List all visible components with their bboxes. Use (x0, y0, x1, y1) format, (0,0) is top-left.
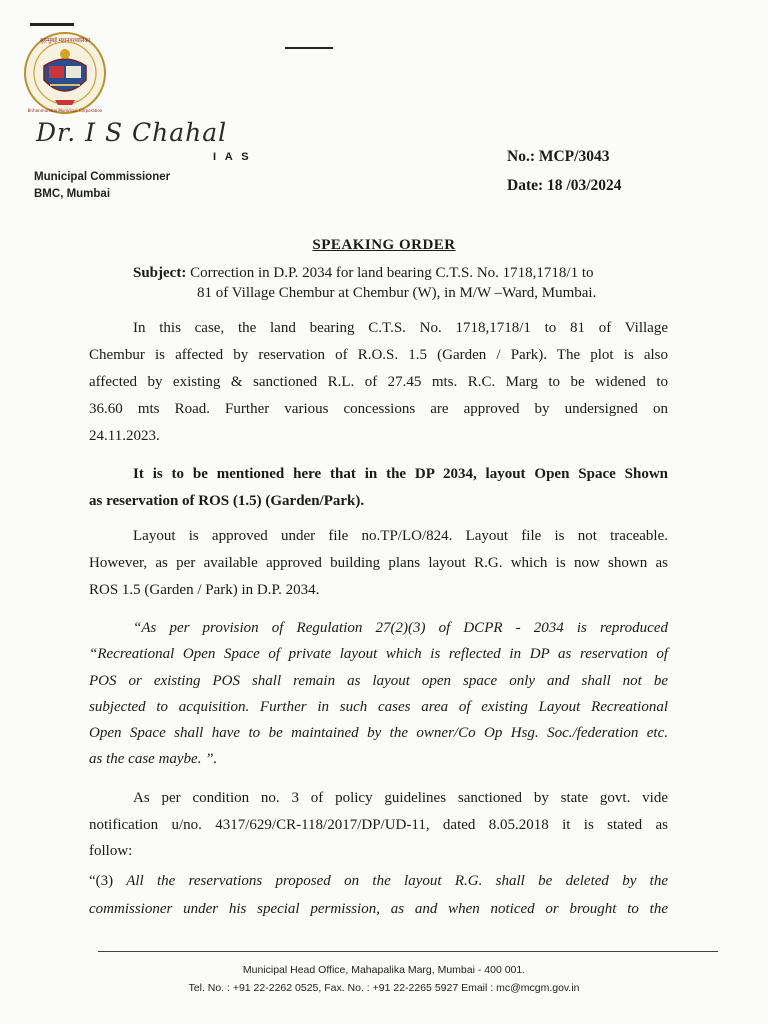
clause-text: All the reservations proposed on the layout R.G. shall be deleted by the (113, 873, 668, 889)
para1-line: Chembur is affected by reservation of R.O.S. 1.5 (Garden / Park). The plot is also (89, 347, 668, 363)
para5-line: As per condition no. 3 of policy guidelines sanctioned by state govt. vide (133, 790, 668, 806)
para1-line: In this case, the land bearing C.T.S. No. 1718,1718/1 to 81 of Village (133, 320, 668, 336)
para1-line: 36.60 mts Road. Further various concessions are approved by undersigned on (89, 401, 668, 417)
document-title: SPEAKING ORDER (312, 237, 456, 253)
subject-line-2: 81 of Village Chembur at Chembur (W), in M/W –Ward, Mumbai. (197, 285, 597, 301)
para3-line: Layout is approved under file no.TP/LO/824. Layout file is not traceable. (133, 528, 668, 544)
para4-line: POS or existing POS shall remain as layout open space only and shall not be (89, 673, 668, 689)
para5-line: follow: (89, 843, 133, 859)
para3-line: ROS 1.5 (Garden / Park) in D.P. 2034. (89, 582, 320, 598)
para1-line: affected by existing & sanctioned R.L. of 27.45 mts. R.C. Marg to be widened to (89, 374, 668, 390)
ias-label: I A S (213, 151, 252, 163)
para2-line: as reservation of ROS (1.5) (Garden/Park). (89, 493, 365, 509)
para4-line: “Recreational Open Space of private layout which is reflected in DP as reservation of (89, 646, 668, 662)
footer-contact: Tel. No. : +91 22-2262 0525, Fax. No. : +91 22-2265 5927 Email : mc@mcgm.gov.in (188, 982, 580, 994)
clause-number: “(3) (89, 873, 114, 889)
signature-name: Dr. I S Chahal (36, 118, 228, 147)
para4-line: subjected to acquisition. Further in such cases area of existing Layout Recreational (89, 699, 668, 715)
para4-line: as the case maybe. ”. (89, 751, 218, 767)
logo-seal-text-en: Brihanmumbai Municipal Corporation (27, 108, 103, 113)
designation-block (34, 169, 170, 203)
bmc-emblem-logo-icon (22, 30, 108, 116)
logo-seal-text: बृहन्मुंबई महानगरपालिका (39, 38, 91, 44)
subject-line-1: Correction in D.P. 2034 for land bearing C.T.S. No. 1718,1718/1 to (190, 265, 594, 281)
para5-line (89, 873, 668, 890)
para4-line: Open Space shall have to be maintained by the owner/Co Op Hsg. Soc./federation etc. (89, 725, 668, 741)
para4-line: “As per provision of Regulation 27(2)(3) of DCPR - 2034 is reproduced (133, 620, 668, 636)
footer-divider (98, 951, 718, 952)
reference-number: No.: MCP/3043 (507, 148, 610, 165)
designation: Municipal Commissioner (34, 171, 171, 183)
subject-label: Subject: (133, 265, 187, 281)
order-date: Date: 18 /03/2024 (507, 177, 622, 194)
para3-line: However, as per available approved building plans layout R.G. which is now shown as (89, 555, 668, 571)
organisation: BMC, Mumbai (34, 188, 111, 200)
para2-line: It is to be mentioned here that in the DP 2034, layout Open Space Shown (133, 466, 668, 482)
subject-block (133, 263, 673, 303)
scan-mark (285, 47, 333, 49)
para1-line: 24.11.2023. (89, 428, 160, 444)
footer-address: Municipal Head Office, Mahapalika Marg, Mumbai - 400 001. (242, 964, 526, 976)
para5-line: commissioner under his special permission, as and when noticed or brought to the (89, 901, 668, 917)
scan-mark (30, 23, 74, 26)
para5-line: notification u/no. 4317/629/CR-118/2017/DP/UD-11, dated 8.05.2018 it is stated as (89, 817, 668, 833)
